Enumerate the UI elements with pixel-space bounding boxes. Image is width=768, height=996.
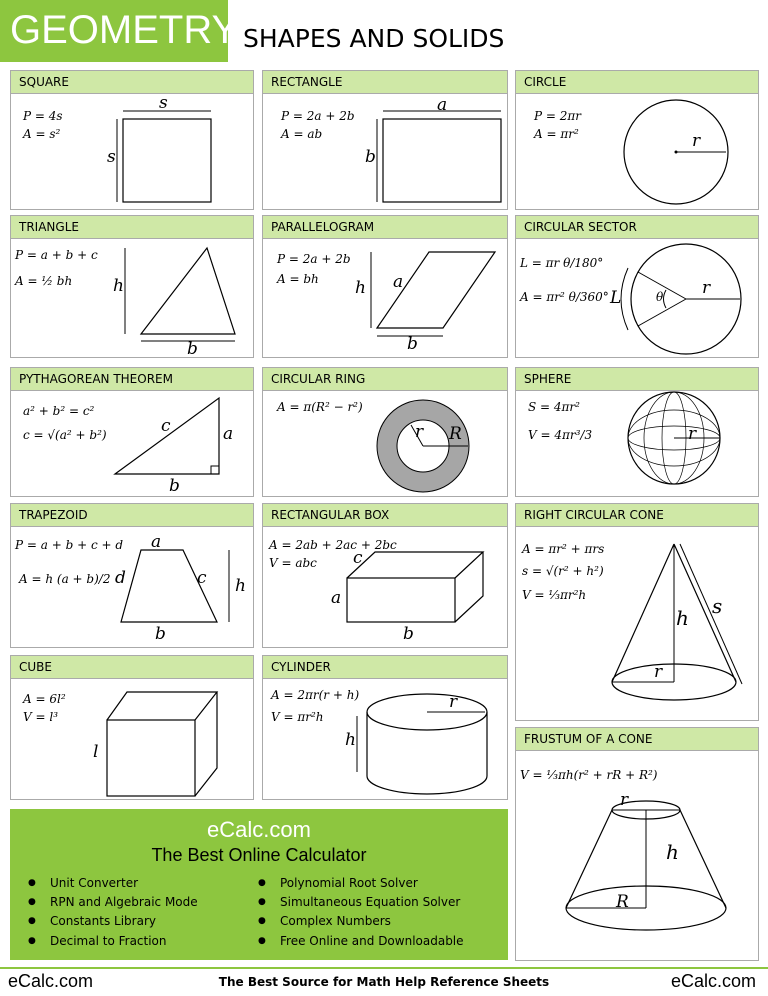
card-title: CIRCULAR SECTOR: [524, 220, 637, 234]
inner-radius-label: r: [415, 422, 424, 442]
card-title: RIGHT CIRCULAR CONE: [524, 508, 664, 522]
triangle-figure: [11, 216, 255, 359]
card-title: RECTANGULAR BOX: [271, 508, 390, 522]
promo-banner: [10, 809, 508, 960]
formula-area: A = ½ bh: [15, 274, 73, 288]
base-label: b: [407, 334, 418, 354]
leg-label: a: [223, 424, 234, 444]
side-label: s: [159, 93, 168, 113]
promo-tagline: The Best Online Calculator: [151, 845, 367, 865]
base-label: b: [187, 339, 198, 359]
card-circular-ring: [262, 367, 508, 497]
side-label: a: [437, 95, 448, 115]
radius-label: r: [692, 131, 701, 151]
page-footer: [0, 967, 768, 996]
height-label: h: [666, 840, 679, 864]
feature-item: ● Complex Numbers: [280, 914, 391, 928]
formula-area: A = s²: [23, 127, 61, 141]
formula-perimeter: P = a + b + c + d: [15, 538, 124, 552]
formula-area: A = π(R² − r²): [277, 400, 363, 414]
formula-arc-length: L = πr θ/180°: [520, 256, 604, 270]
card-title: RECTANGLE: [271, 75, 343, 89]
outer-radius-label: R: [449, 424, 462, 444]
footer-tagline: The Best Source for Math Help Reference Sheets: [218, 975, 550, 989]
rectangle-figure: [263, 71, 509, 211]
card-circular-sector: [515, 215, 759, 358]
formula-volume: V = ⅓πh(r² + rR + R²): [520, 768, 658, 782]
width-label: b: [403, 624, 414, 644]
card-title: FRUSTUM OF A CONE: [524, 732, 653, 746]
feature-item: ● Unit Converter: [50, 876, 138, 890]
card-rectangular-box: [262, 503, 508, 648]
slant-label: s: [712, 594, 723, 618]
page-subtitle: SHAPES AND SOLIDS: [243, 24, 505, 53]
formula-area: A = 6l²: [23, 692, 66, 706]
box-figure: [263, 504, 509, 649]
ring-figure: [263, 368, 509, 498]
formula-area: A = 2ab + 2ac + 2bc: [269, 538, 397, 552]
formula-hypotenuse: c = √(a² + b²): [23, 428, 107, 442]
card-trapezoid: [10, 503, 254, 648]
card-triangle: [10, 215, 254, 358]
height-label: h: [113, 276, 124, 296]
card-title: CIRCLE: [524, 75, 567, 89]
height-label: h: [676, 606, 689, 630]
formula-perimeter: P = 2a + 2b: [281, 109, 355, 123]
card-title: SQUARE: [19, 75, 69, 89]
card-parallelogram: [262, 215, 508, 358]
side-label: d: [115, 568, 126, 588]
card-title: SPHERE: [524, 372, 572, 386]
formula-slant: s = √(r² + h²): [522, 564, 604, 578]
card-square: [10, 70, 254, 210]
formula-area: A = 2πr(r + h): [271, 688, 360, 702]
formula-volume: V = πr²h: [271, 710, 324, 724]
leg-label: b: [169, 476, 180, 496]
side-label: s: [107, 147, 116, 167]
side-label: b: [365, 147, 376, 167]
feature-item: ● Constants Library: [50, 914, 156, 928]
height-label: h: [235, 576, 246, 596]
arc-label: L: [610, 288, 622, 308]
footer-brand-left[interactable]: eCalc.com: [8, 971, 94, 991]
formula-area: A = ab: [281, 127, 323, 141]
circle-figure: [516, 71, 760, 211]
card-title: CYLINDER: [271, 660, 331, 674]
feature-item: ● RPN and Algebraic Mode: [50, 895, 198, 909]
radius-label: r: [654, 662, 663, 682]
formula-area: A = πr²: [534, 127, 579, 141]
card-cone: [515, 503, 759, 721]
card-sphere: [515, 367, 759, 497]
height-label: h: [355, 278, 366, 298]
cube-figure: [11, 656, 255, 801]
footer-brand-right[interactable]: eCalc.com: [670, 971, 756, 991]
promo-brand[interactable]: eCalc.com: [207, 817, 311, 842]
formula-volume: V = abc: [269, 556, 317, 570]
card-title: PYTHAGOREAN THEOREM: [19, 372, 173, 386]
card-title: TRAPEZOID: [19, 508, 88, 522]
radius-label: r: [449, 692, 458, 712]
card-title: CIRCULAR RING: [271, 372, 366, 386]
sector-figure: [516, 216, 760, 359]
radius-label: r: [688, 424, 697, 444]
bottom-radius-label: R: [616, 892, 629, 912]
right-triangle-figure: [11, 368, 255, 498]
formula-area: A = πr² + πrs: [522, 542, 605, 556]
page-title: GEOMETRY: [10, 8, 239, 52]
formula-surface: S = 4πr²: [528, 400, 580, 414]
card-title: CUBE: [19, 660, 52, 674]
sphere-figure: [516, 368, 760, 498]
feature-item: ● Decimal to Fraction: [50, 934, 167, 948]
height-label: h: [345, 730, 356, 750]
formula-theorem: a² + b² = c²: [23, 404, 95, 418]
trapezoid-figure: [11, 504, 255, 649]
formula-volume: V = l³: [23, 710, 58, 724]
card-cylinder: [262, 655, 508, 800]
angle-label: θ: [656, 290, 664, 304]
card-cube: [10, 655, 254, 800]
height-label: a: [331, 588, 342, 608]
parallelogram-figure: [263, 216, 509, 359]
formula-perimeter: P = 2πr: [534, 109, 582, 123]
frustum-figure: [516, 728, 760, 962]
formula-perimeter: P = 4s: [23, 109, 63, 123]
card-circle: [515, 70, 759, 210]
side-label: a: [393, 272, 404, 292]
formula-volume: V = ⅓πr²h: [522, 588, 587, 602]
edge-label: l: [93, 742, 99, 762]
side-label: c: [197, 568, 207, 588]
depth-label: c: [353, 548, 363, 568]
page-header: [0, 0, 768, 62]
formula-area: A = πr² θ/360°: [520, 290, 609, 304]
feature-item: ● Simultaneous Equation Solver: [280, 895, 460, 909]
formula-perimeter: P = a + b + c: [15, 248, 98, 262]
card-title: PARALLELOGRAM: [271, 220, 375, 234]
formula-area: A = h (a + b)/2: [19, 572, 111, 586]
formula-volume: V = 4πr³/3: [528, 428, 593, 442]
card-rectangle: [262, 70, 508, 210]
square-figure: [11, 71, 255, 211]
card-frustum: [515, 727, 759, 961]
top-radius-label: r: [620, 790, 629, 810]
cylinder-figure: [263, 656, 509, 801]
bottom-base-label: b: [155, 624, 166, 644]
feature-item: ● Polynomial Root Solver: [280, 876, 418, 890]
formula-perimeter: P = 2a + 2b: [277, 252, 351, 266]
top-base-label: a: [151, 532, 162, 552]
card-pythagorean: [10, 367, 254, 497]
hypotenuse-label: c: [161, 416, 171, 436]
card-title: TRIANGLE: [19, 220, 79, 234]
cone-figure: [516, 504, 760, 722]
radius-label: r: [702, 278, 711, 298]
formula-area: A = bh: [277, 272, 319, 286]
feature-item: ● Free Online and Downloadable: [280, 934, 464, 948]
